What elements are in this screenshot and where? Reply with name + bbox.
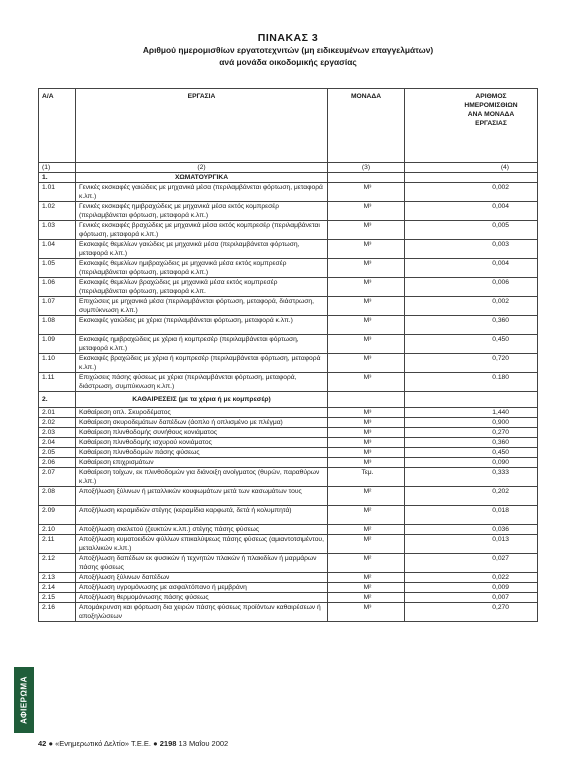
row-number: 1.09 xyxy=(39,335,76,354)
row-qty: 0,009 xyxy=(405,583,538,593)
table-row xyxy=(39,448,538,458)
row-unit: Μ² xyxy=(328,583,405,593)
table-row xyxy=(39,240,538,259)
table-row xyxy=(39,428,538,438)
row-qty: 0,018 xyxy=(405,506,538,525)
numbering-1: (1) xyxy=(39,163,76,173)
row-work: Καθαίρεση πλινθοδομών πάσης φύσεως xyxy=(76,448,328,458)
row-unit: Μ² xyxy=(328,554,405,573)
row-qty: 0,004 xyxy=(405,202,538,221)
row-number: 1.05 xyxy=(39,259,76,278)
bullet-icon: ● xyxy=(153,739,158,748)
row-work: Εκσκαφές ημιβραχώδεις με χέρια ή κομπρεσέρ (περιλαμβάνεται φόρτωση, μεταφορά κ.λπ.) xyxy=(76,335,328,354)
bullet-icon: ● xyxy=(48,739,53,748)
table-row xyxy=(39,373,538,392)
row-work: Αποξήλωση υγρομόνωσης με ασφαλτόπανο ή μεμβράνη xyxy=(76,583,328,593)
row-work: Καθαίρεση τοίχων, εκ πλινθοδομών για διάνοιξη ανοίγματος (θυρών, παραθύρων κ.λπ.) xyxy=(76,468,328,487)
row-unit: Μ³ xyxy=(328,335,405,354)
row-number: 2.11 xyxy=(39,535,76,554)
row-work: Επιχώσεις πάσης φύσεως με χέρια (περιλαμβάνεται φόρτωση, μεταφορά, διάστρωση, συμπύκνωση κ.λπ.) xyxy=(76,373,328,392)
page-footer xyxy=(38,739,228,748)
row-work: Εκσκαφές θεμελίων ημιβραχώδεις με μηχανικά μέσα εκτός κομπρεσέρ (περιλαμβάνεται φόρτωση, μεταφορά κ.λπ.) xyxy=(76,259,328,278)
table-subtitle: Αριθμού ημερομισθίων εργατοτεχνιτών (μη ειδικευμένων επαγγελμάτων) xyxy=(142,45,434,55)
table-row xyxy=(39,535,538,554)
row-work: Αποξήλωση ξύλινων ή μεταλλικών κουφωμάτων μετά των κασωμάτων τους xyxy=(76,487,328,506)
section-number: 2. xyxy=(39,392,76,408)
header-qty-line: ΑΝΑ ΜΟΝΑΔΑ xyxy=(467,111,515,118)
table-row xyxy=(39,202,538,221)
row-qty: 0,720 xyxy=(405,354,538,373)
section-sidebar-tab: ΑΦΙΕΡΩΜΑ xyxy=(14,667,34,733)
row-qty: 0,360 xyxy=(405,438,538,448)
table-row xyxy=(39,487,538,506)
row-work: Αποξήλωση ξύλινων δαπέδων xyxy=(76,573,328,583)
row-number: 2.06 xyxy=(39,458,76,468)
row-number: 2.04 xyxy=(39,438,76,448)
row-unit: Μ³ xyxy=(328,221,405,240)
row-unit: Μ² xyxy=(328,525,405,535)
row-number: 2.16 xyxy=(39,603,76,622)
row-number: 2.08 xyxy=(39,487,76,506)
row-unit: Μ³ xyxy=(328,458,405,468)
row-number: 1.01 xyxy=(39,183,76,202)
table-row xyxy=(39,335,538,354)
row-number: 2.05 xyxy=(39,448,76,458)
row-number: 1.06 xyxy=(39,278,76,297)
row-unit: Μ³ xyxy=(328,278,405,297)
table-row xyxy=(39,183,538,202)
row-number: 1.03 xyxy=(39,221,76,240)
row-qty: 0,450 xyxy=(405,335,538,354)
row-unit: Μ³ xyxy=(328,316,405,335)
row-work: Εκσκαφές γαιώδεις με χέρια (περιλαμβάνεται φόρτωση, μεταφορά κ.λπ.) xyxy=(76,316,328,335)
table-row xyxy=(39,525,538,535)
header-unit: ΜΟΝΑΔΑ xyxy=(328,89,405,163)
row-number: 2.01 xyxy=(39,408,76,418)
row-qty: 0,003 xyxy=(405,240,538,259)
row-qty: 0,036 xyxy=(405,525,538,535)
row-unit: Μ³ xyxy=(328,354,405,373)
row-qty: 0,002 xyxy=(405,183,538,202)
row-work: Καθαίρεση σκυροδεμάτων δαπέδων (άοπλο ή οπλισμένο με πλέγμα) xyxy=(76,418,328,428)
row-number: 2.09 xyxy=(39,506,76,525)
row-work: Αποξήλωση κυματοειδών φύλλων επικαλύψεως πάσης φύσεως (αμιαντοτσιμέντου, μεταλλικών κ.λπ.) xyxy=(76,535,328,554)
row-unit: Μ² xyxy=(328,593,405,603)
numbering-4: (4) xyxy=(405,163,538,173)
row-unit: Μ³ xyxy=(328,373,405,392)
row-unit: Μ² xyxy=(328,535,405,554)
row-unit: Μ³ xyxy=(328,438,405,448)
row-work: Εκσκαφές βραχώδεις με χέρια ή κομπρεσέρ (περιλαμβάνεται φόρτωση, μεταφορά κ.λπ.) xyxy=(76,354,328,373)
issue-number: 2198 xyxy=(159,739,177,748)
row-unit: Μ² xyxy=(328,573,405,583)
row-qty: 0,004 xyxy=(405,259,538,278)
row-work: Εκσκαφές θεμελίων βραχώδεις με μηχανικά μέσα εκτός κομπρεσέρ (περιλαμβάνεται φόρτωση, μεταφορά κ.λπ. xyxy=(76,278,328,297)
row-number: 2.15 xyxy=(39,593,76,603)
table-row xyxy=(39,408,538,418)
row-number: 2.10 xyxy=(39,525,76,535)
row-number: 1.10 xyxy=(39,354,76,373)
row-unit: Μ³ xyxy=(328,183,405,202)
table-row xyxy=(39,278,538,297)
row-number: 2.02 xyxy=(39,418,76,428)
section-number: 1. xyxy=(39,173,76,183)
row-work: Αποξήλωση δαπέδων εκ φυσικών ή τεχνητών πλακών ή πλακιδίων ή μαρμάρων πάσης φύσεως xyxy=(76,554,328,573)
section-row-demolitions xyxy=(39,392,538,408)
table-row xyxy=(39,554,538,573)
row-qty: 0,005 xyxy=(405,221,538,240)
row-number: 2.12 xyxy=(39,554,76,573)
row-qty: 0,007 xyxy=(405,593,538,603)
table-header-row xyxy=(39,89,538,163)
table-row xyxy=(39,354,538,373)
column-numbering-row xyxy=(39,163,538,173)
row-number: 2.03 xyxy=(39,428,76,438)
row-unit: Μ³ xyxy=(328,202,405,221)
table-row xyxy=(39,297,538,316)
row-number: 1.04 xyxy=(39,240,76,259)
section-row-earthworks xyxy=(39,173,538,183)
row-number: 1.11 xyxy=(39,373,76,392)
row-number: 2.07 xyxy=(39,468,76,487)
header-work: ΕΡΓΑΣΙΑ xyxy=(76,89,328,163)
row-unit: Μ² xyxy=(328,506,405,525)
table-row xyxy=(39,316,538,335)
table-row xyxy=(39,468,538,487)
row-unit: Μ³ xyxy=(328,448,405,458)
table-subtitle-2: ανά μονάδα οικοδομικής εργασίας xyxy=(219,57,357,67)
row-unit: Μ³ xyxy=(328,297,405,316)
table-row xyxy=(39,438,538,448)
row-qty: 0,090 xyxy=(405,458,538,468)
row-work: Καθαίρεση επιχρισμάτων xyxy=(76,458,328,468)
journal-name: «Ενημερωτικό Δελτίο» Τ.Ε.Ε. xyxy=(55,739,152,748)
issue-date: 13 Μαΐου 2002 xyxy=(178,739,229,748)
row-qty: 0,006 xyxy=(405,278,538,297)
row-number: 1.02 xyxy=(39,202,76,221)
row-unit: Τεμ. xyxy=(328,468,405,487)
row-unit: Μ³ xyxy=(328,240,405,259)
header-qty-line: ΗΜΕΡΟΜΙΣΘΙΩΝ xyxy=(464,102,518,109)
header-qty-line: ΑΡΙΘΜΟΣ xyxy=(475,93,507,100)
table-row xyxy=(39,573,538,583)
row-work: Καθαίρεση πλινθοδομής συνήθους κονιάματος xyxy=(76,428,328,438)
row-work: Καθαίρεση πλινθοδομής ισχυρού κονιάματος xyxy=(76,438,328,448)
table-row xyxy=(39,418,538,428)
table-row xyxy=(39,603,538,622)
labor-table xyxy=(38,88,538,622)
row-qty: 0,270 xyxy=(405,428,538,438)
row-work: Γενικές εκσκαφές βραχώδεις με μηχανικά μέσα εκτός κομπρεσέρ (περιλαμβάνεται φόρτωση, μεταφορά κ.λπ.) xyxy=(76,221,328,240)
page-number: 42 xyxy=(38,739,47,748)
row-work: Γενικές εκσκαφές γαιώδεις με μηχανικά μέσα (περιλαμβάνεται φόρτωση, μεταφορά κ.λπ.) xyxy=(76,183,328,202)
header-aa: Α/Α xyxy=(39,89,76,163)
row-unit: Μ³ xyxy=(328,259,405,278)
section-title: ΚΑΘΑΙΡΕΣΕΙΣ (με τα χέρια ή με κομπρεσέρ) xyxy=(76,392,328,408)
header-qty-line: ΕΡΓΑΣΙΑΣ xyxy=(475,120,507,127)
header-qty xyxy=(405,89,538,163)
row-work: Αποξήλωση σκελετού (ζευκτών κ.λπ.) στέγης πάσης φύσεως xyxy=(76,525,328,535)
row-work: Επιχώσεις με μηχανικά μέσα (περιλαμβάνεται φόρτωση, μεταφορά, διάστρωση, συμπύκνωση κ.λπ.) xyxy=(76,297,328,316)
row-unit: Μ² xyxy=(328,487,405,506)
table-row xyxy=(39,458,538,468)
row-qty: 0,022 xyxy=(405,573,538,583)
row-qty: 0,360 xyxy=(405,316,538,335)
row-work: Γενικές εκσκαφές ημιβραχώδεις με μηχανικά μέσα εκτός κομπρεσέρ (περιλαμβάνεται φόρτωση, μεταφορά κ.λπ.) xyxy=(76,202,328,221)
row-unit: Μ³ xyxy=(328,408,405,418)
table-title: ΠΙΝΑΚΑΣ 3 xyxy=(257,32,319,44)
row-work: Απομάκρυνση και φόρτωση δια χειρών πάσης φύσεως προϊόντων καθαιρέσεων ή αποξηλώσεων xyxy=(76,603,328,622)
table-row xyxy=(39,506,538,525)
row-qty: 0,270 xyxy=(405,603,538,622)
row-qty: 0,013 xyxy=(405,535,538,554)
row-work: Αποξήλωση κεραμιδιών στέγης (κεραμίδια καρφωτά, δετά ή κολυμπητά) xyxy=(76,506,328,525)
section-title: ΧΩΜΑΤΟΥΡΓΙΚΑ xyxy=(76,173,328,183)
numbering-2: (2) xyxy=(76,163,328,173)
row-unit: Μ³ xyxy=(328,418,405,428)
row-unit: Μ³ xyxy=(328,603,405,622)
row-work: Αποξήλωση θερμομόνωσης πάσης φύσεως xyxy=(76,593,328,603)
table-row xyxy=(39,259,538,278)
row-number: 2.13 xyxy=(39,573,76,583)
numbering-3: (3) xyxy=(328,163,405,173)
row-qty: 0,333 xyxy=(405,468,538,487)
row-qty: 0,027 xyxy=(405,554,538,573)
table-row xyxy=(39,593,538,603)
row-qty: 0,450 xyxy=(405,448,538,458)
row-number: 2.14 xyxy=(39,583,76,593)
row-qty: 0,900 xyxy=(405,418,538,428)
row-qty: 0.180 xyxy=(405,373,538,392)
row-unit: Μ³ xyxy=(328,428,405,438)
row-qty: 0,002 xyxy=(405,297,538,316)
row-qty: 1,440 xyxy=(405,408,538,418)
row-qty: 0,202 xyxy=(405,487,538,506)
row-work: Εκσκαφές θεμελίων γαιώδεις με μηχανικά μέσα (περιλαμβάνεται φόρτωση, μεταφορά κ.λπ.) xyxy=(76,240,328,259)
table-row xyxy=(39,583,538,593)
row-number: 1.07 xyxy=(39,297,76,316)
row-number: 1.08 xyxy=(39,316,76,335)
table-row xyxy=(39,221,538,240)
row-work: Καθαίρεση οπλ. Σκυροδέματος xyxy=(76,408,328,418)
